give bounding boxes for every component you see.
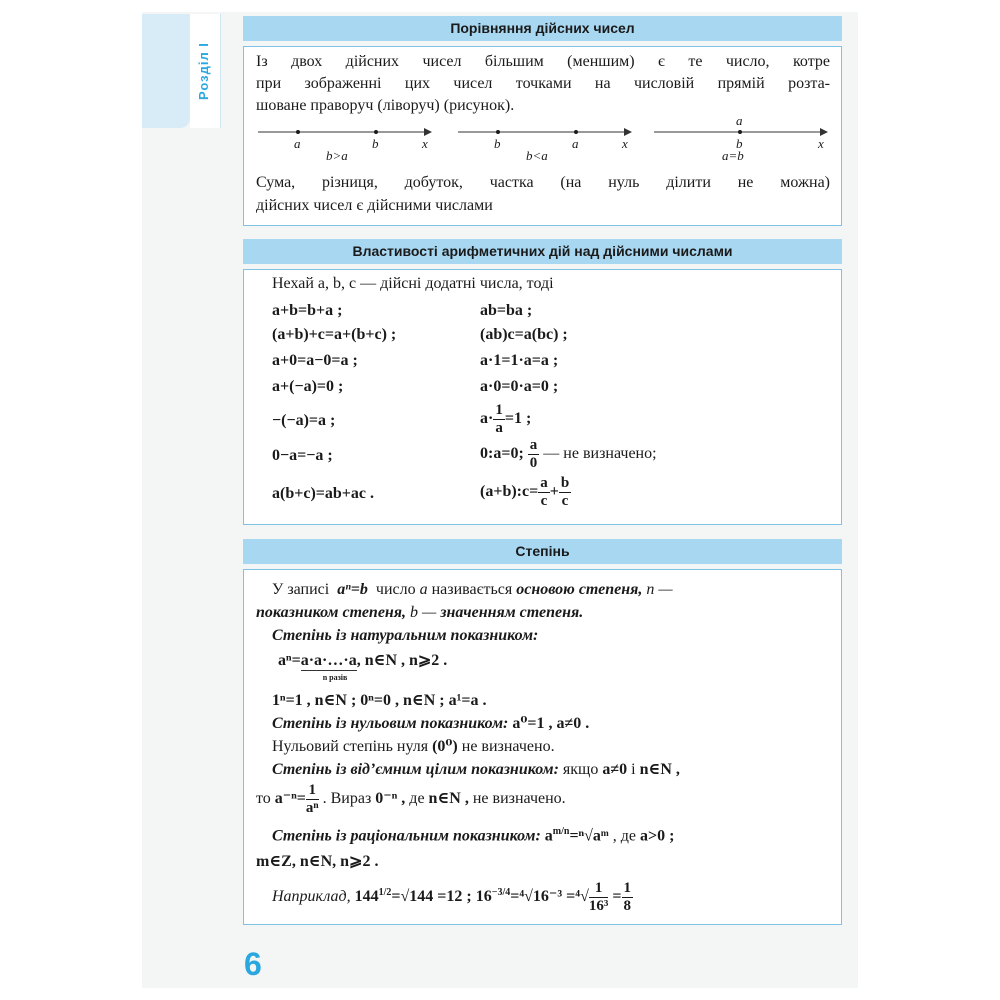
number-line-1-left-label: a [294, 136, 301, 151]
number-line-1 [258, 128, 432, 163]
comparison-text-line-4: Сума, різниця, добуток, частка (на нуль ділити не можна) [256, 174, 830, 191]
property-left-6: 0−a=−a ; [272, 447, 333, 464]
number-line-3-caption: a=b [722, 148, 744, 163]
property-right-6: 0:a=0; $\frac{a}{0}$ — не визначено; [480, 437, 657, 471]
number-line-2-right-label: a [572, 136, 579, 151]
comparison-text-line-5: дійсних чисел є дійсними числами [256, 197, 493, 214]
property-left-1: a+b=b+a ; [272, 302, 343, 319]
number-line-1-right-label: b [372, 136, 379, 151]
property-left-2: (a+b)+c=a+(b+c) ; [272, 326, 397, 343]
section-title-power: Степінь [243, 539, 842, 564]
section-title-comparison: Порівняння дійсних чисел [243, 16, 842, 41]
comparison-text-line-1: Із двох дійсних чисел більшим (меншим) є те число, котре [256, 53, 830, 70]
number-line-1-axis-label: x [422, 136, 428, 151]
property-right-1: ab=ba ; [480, 302, 533, 319]
number-line-3-top-label: a [736, 113, 743, 128]
negative-exponent-formula-line: то a⁻ⁿ= $\frac{1}{\text{aⁿ}}$ . Вираз 0⁻ⁿ , де n∈N , не визначено. [256, 782, 566, 816]
page-number: 6 [244, 946, 262, 982]
number-line-2-caption: b<a [526, 148, 548, 163]
power-line-2: показником степеня, b — значенням степеня. [256, 604, 584, 621]
zero-power-of-zero-line: Нульовий степінь нуля (0⁰) не визначено. [272, 738, 555, 755]
chapter-label: Розділ I [196, 42, 211, 100]
rational-exponent-conditions: m∈Z, n∈N, n⩾2 . [256, 853, 379, 870]
natural-exponent-heading: Степінь із натуральним показником: [272, 627, 539, 644]
number-line-3-bottom-label: b [736, 136, 743, 151]
comparison-text-line-3: шоване праворуч (ліворуч) (рисунок). [256, 97, 515, 114]
number-line-2-axis-label: x [622, 136, 628, 151]
number-line-3-axis-label: x [818, 136, 824, 151]
properties-intro: Нехай a, b, c — дійсні додатні числа, тоді [272, 275, 554, 292]
natural-exponent-formula: aⁿ=a·a·…·a n разів , n∈N , n⩾2 . [278, 652, 448, 682]
property-left-3: a+0=a−0=a ; [272, 352, 358, 369]
power-line-1: У записі aⁿ=b число a називається основою степеня, n — [272, 581, 673, 598]
chapter-tab [142, 14, 190, 128]
property-right-5: a· $\frac{1}{a}$ =1 ; [480, 402, 532, 436]
example-line: Наприклад, $144^{1/2}=√144 =12$ ; $16^{-3/4}=^4√16^{-3} =^4√$ $\frac{1}{\text{16³}}$ = $\frac{1}{8}$ [272, 880, 631, 914]
number-line-figures [250, 112, 840, 168]
natural-exponent-special-cases: 1ⁿ=1 , n∈N ; 0ⁿ=0 , n∈N ; a¹=a . [272, 692, 487, 709]
property-right-4: a·0=0·a=0 ; [480, 378, 559, 395]
rational-exponent-line: Степінь із раціональним показником: $a^{m/n}=^n√aᵐ$ , де a>0 ; [272, 826, 675, 845]
number-line-2-left-label: b [494, 136, 501, 151]
property-left-7: a(b+c)=ab+ac . [272, 485, 375, 502]
number-line-3 [654, 113, 828, 163]
property-right-3: a·1=1·a=a ; [480, 352, 559, 369]
property-left-4: a+(−a)=0 ; [272, 378, 344, 395]
property-left-5: −(−a)=a ; [272, 412, 336, 429]
number-line-2 [458, 128, 632, 163]
property-right-7: (a+b):c= $\frac{a}{c}$ + $\frac{b}{c}$ [480, 475, 570, 509]
section-title-properties: Властивості арифметичних дій над дійсними числами [243, 239, 842, 264]
comparison-text-line-2: при зображенні цих чисел точками на числовій прямій розта- [256, 75, 830, 92]
zero-exponent-line: Степінь із нульовим показником: a⁰=1 , a≠0 . [272, 715, 590, 732]
negative-exponent-line: Степінь із від’ємним цілим показником: якщо a≠0 і n∈N , [272, 761, 680, 778]
property-right-2: (ab)c=a(bc) ; [480, 326, 568, 343]
number-line-1-caption: b>a [326, 148, 348, 163]
